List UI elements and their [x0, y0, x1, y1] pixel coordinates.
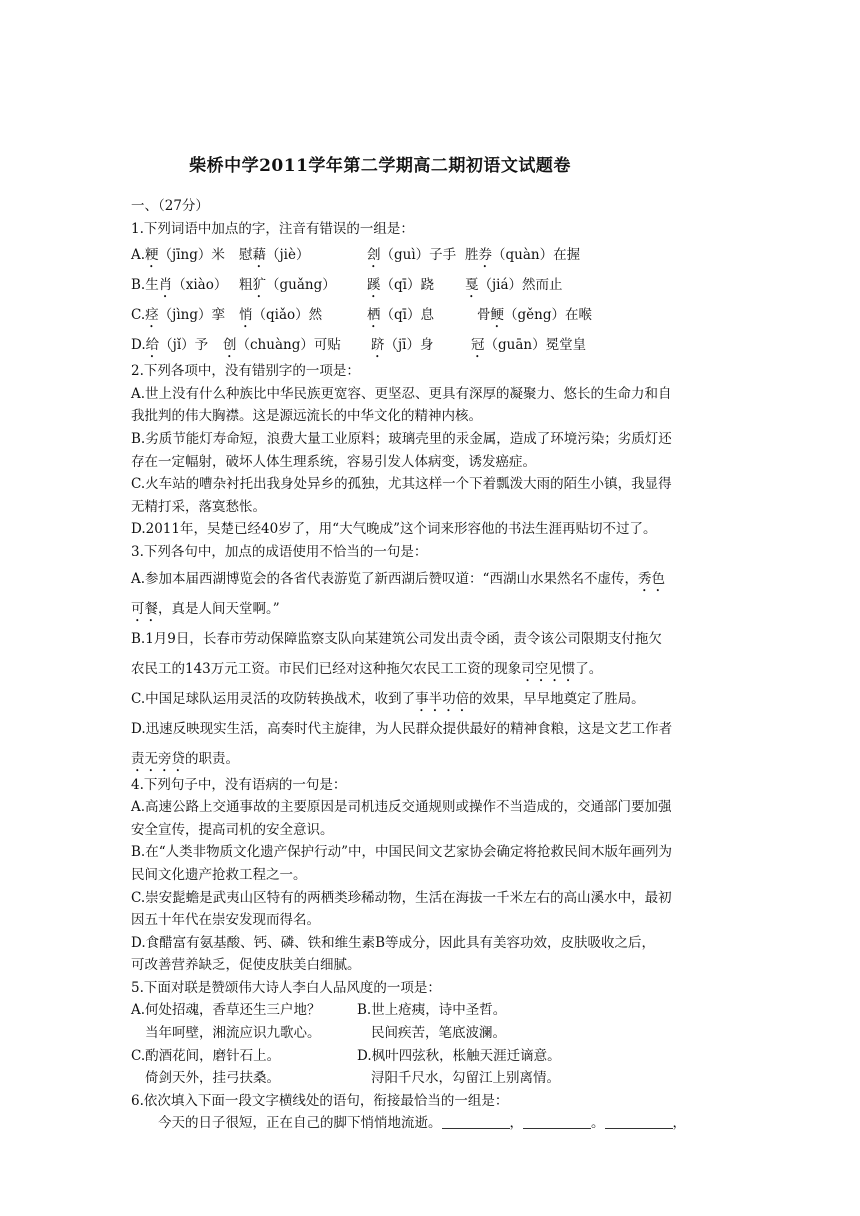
question-3-option-b-cont: 农民工的143万元工资。市民们已经对这种拖欠农民工工资的现象司空见惯了。 — [131, 660, 603, 677]
question-3-option-b: B.1月9日，长春市劳动保障监察支队向某建筑公司发出责令函，责令该公司限期支付拖欠 — [131, 630, 662, 647]
couplet-d-line-1: D.枫叶四弦秋，枨触天涯迁谪意。 — [357, 1047, 561, 1064]
fill-blank[interactable] — [605, 1114, 673, 1129]
question-3-option-a-cont: 可餐，真是人间天堂啊。” — [131, 600, 280, 617]
couplet-a-line-2: 当年呵壁，湘流应识九歌心。 — [145, 1025, 321, 1042]
couplet-c-line-2: 倚剑天外，挂弓扶桑。 — [145, 1070, 280, 1087]
question-3-option-a: A.参加本届西湖博览会的各省代表游览了新西湖后赞叹道：“西湖山水果然名不虚传，秀色 — [131, 570, 665, 587]
section-heading: 一、（27分） — [131, 198, 209, 214]
question-2-option-d: D.2011年，吴楚已经40岁了，用“大气晚成”这个词来形容他的书法生涯再贴切不过了。 — [131, 521, 657, 538]
question-2-stem: 2.下列各项中，没有错别字的一项是： — [131, 363, 360, 380]
question-2-option-b: B.劣质节能灯寿命短，浪费大量工业原料；玻璃壳里的汞金属，造成了环境污染；劣质灯还 — [131, 430, 672, 447]
question-1-stem: 1.下列词语中加点的字，注音有错误的一组是： — [131, 220, 414, 237]
question-5-stem: 5.下面对联是赞颂伟大诗人李白人品风度的一项是： — [131, 979, 441, 996]
question-4-option-d: D.食醋富有氨基酸、钙、磷、铁和维生素B等成分，因此具有美容功效，皮肤吸收之后， — [131, 934, 656, 951]
fill-blank[interactable] — [523, 1114, 591, 1129]
question-4-option-a-cont: 安全宣传，提高司机的安全意识。 — [131, 821, 334, 838]
question-3-stem: 3.下列各句中，加点的成语使用不恰当的一句是： — [131, 543, 428, 560]
couplet-d-line-2: 浔阳千尺水，勾留江上别离情。 — [371, 1070, 560, 1087]
question-4-stem: 4.下列句子中，没有语病的一句是： — [131, 776, 347, 793]
question-2-option-a-cont: 我批判的伟大胸襟。这是源远流长的中华文化的精神内核。 — [131, 408, 482, 425]
couplet-a-line-1: A.何处招魂，香草还生三户地？ — [131, 1002, 321, 1019]
page-title: 柴桥中学2011学年第二学期高二期初语文试题卷 — [189, 156, 571, 176]
question-6-passage: 今天的日子很短，正在自己的脚下悄悄地流逝。 ， 。 ， — [158, 1115, 686, 1132]
question-1-option-d: D.给（jǐ）予 创（chuàng）可贴 跻（jī）身 冠（guān）冕堂皇 — [131, 337, 587, 354]
question-4-option-b: B.在“人类非物质文化遗产保护行动”中，中国民间文艺家协会确定将抢救民间木版年画列为 — [131, 844, 673, 861]
question-1-option-b: B.生肖（xiào） 粗犷（guǎng） 蹊（qī）跷 戛（jiá）然而止 — [131, 277, 563, 294]
question-2-option-c-cont: 无精打采，落寞愁怅。 — [131, 498, 266, 515]
question-6-stem: 6.依次填入下面一段文字横线处的语句，衔接最恰当的一组是： — [131, 1092, 509, 1109]
question-4-option-c: C.崇安髭蟾是武夷山区特有的两栖类珍稀动物，生活在海拔一千米左右的高山溪水中，最初 — [131, 889, 672, 906]
question-4-option-c-cont: 因五十年代在崇安发现而得名。 — [131, 912, 320, 929]
question-5-row-4 — [131, 1067, 731, 1090]
question-4-option-b-cont: 民间文化遗产抢救工程之一。 — [131, 866, 307, 883]
question-5-row-2 — [131, 1022, 731, 1045]
question-1-option-c: C.痉（jìng）挛 悄（qiǎo）然 栖（qī）息 骨鲠（gěng）在喉 — [131, 307, 592, 324]
question-5-row-1 — [131, 999, 731, 1022]
question-3-option-d-cont: 责无旁贷的职责。 — [131, 750, 239, 767]
question-3-option-c: C.中国足球队运用灵活的攻防转换战术，收到了事半功倍的效果，早早地奠定了胜局。 — [131, 690, 645, 707]
question-4-option-a: A.高速公路上交通事故的主要原因是司机违反交通规则或操作不当造成的，交通部门要加强 — [131, 799, 672, 816]
question-5-row-3 — [131, 1045, 731, 1068]
fill-blank[interactable] — [442, 1114, 510, 1129]
couplet-b-line-1: B.世上疮痍，诗中圣哲。 — [357, 1002, 507, 1019]
couplet-c-line-1: C.酌酒花间，磨针石上。 — [131, 1047, 281, 1064]
exam-content — [131, 195, 731, 1135]
question-2-option-a: A.世上没有什么种族比中华民族更宽容、更坚忍、更具有深厚的凝聚力、悠长的生命力和自 — [131, 385, 672, 402]
question-2-option-b-cont: 存在一定幅射，破坏人体生理系统，容易引发人体病变，诱发癌症。 — [131, 453, 536, 470]
question-3-option-d: D.迅速反映现实生活，高奏时代主旋律，为人民群众提供最好的精神食粮，这是文艺工作者 — [131, 720, 673, 737]
question-1-option-a: A.粳（jīng）米 慰藉（jiè） 刽（guì）子手 胜券（quàn）在握 — [131, 247, 581, 264]
couplet-b-line-2: 民间疾苦，笔底波澜。 — [371, 1025, 506, 1042]
question-4-option-d-cont: 可改善营养缺乏，促使皮肤美白细腻。 — [131, 957, 361, 974]
question-2-option-c: C.火车站的嘈杂衬托出我身处异乡的孤独，尤其这样一个下着瓢泼大雨的陌生小镇，我显得 — [131, 476, 672, 493]
